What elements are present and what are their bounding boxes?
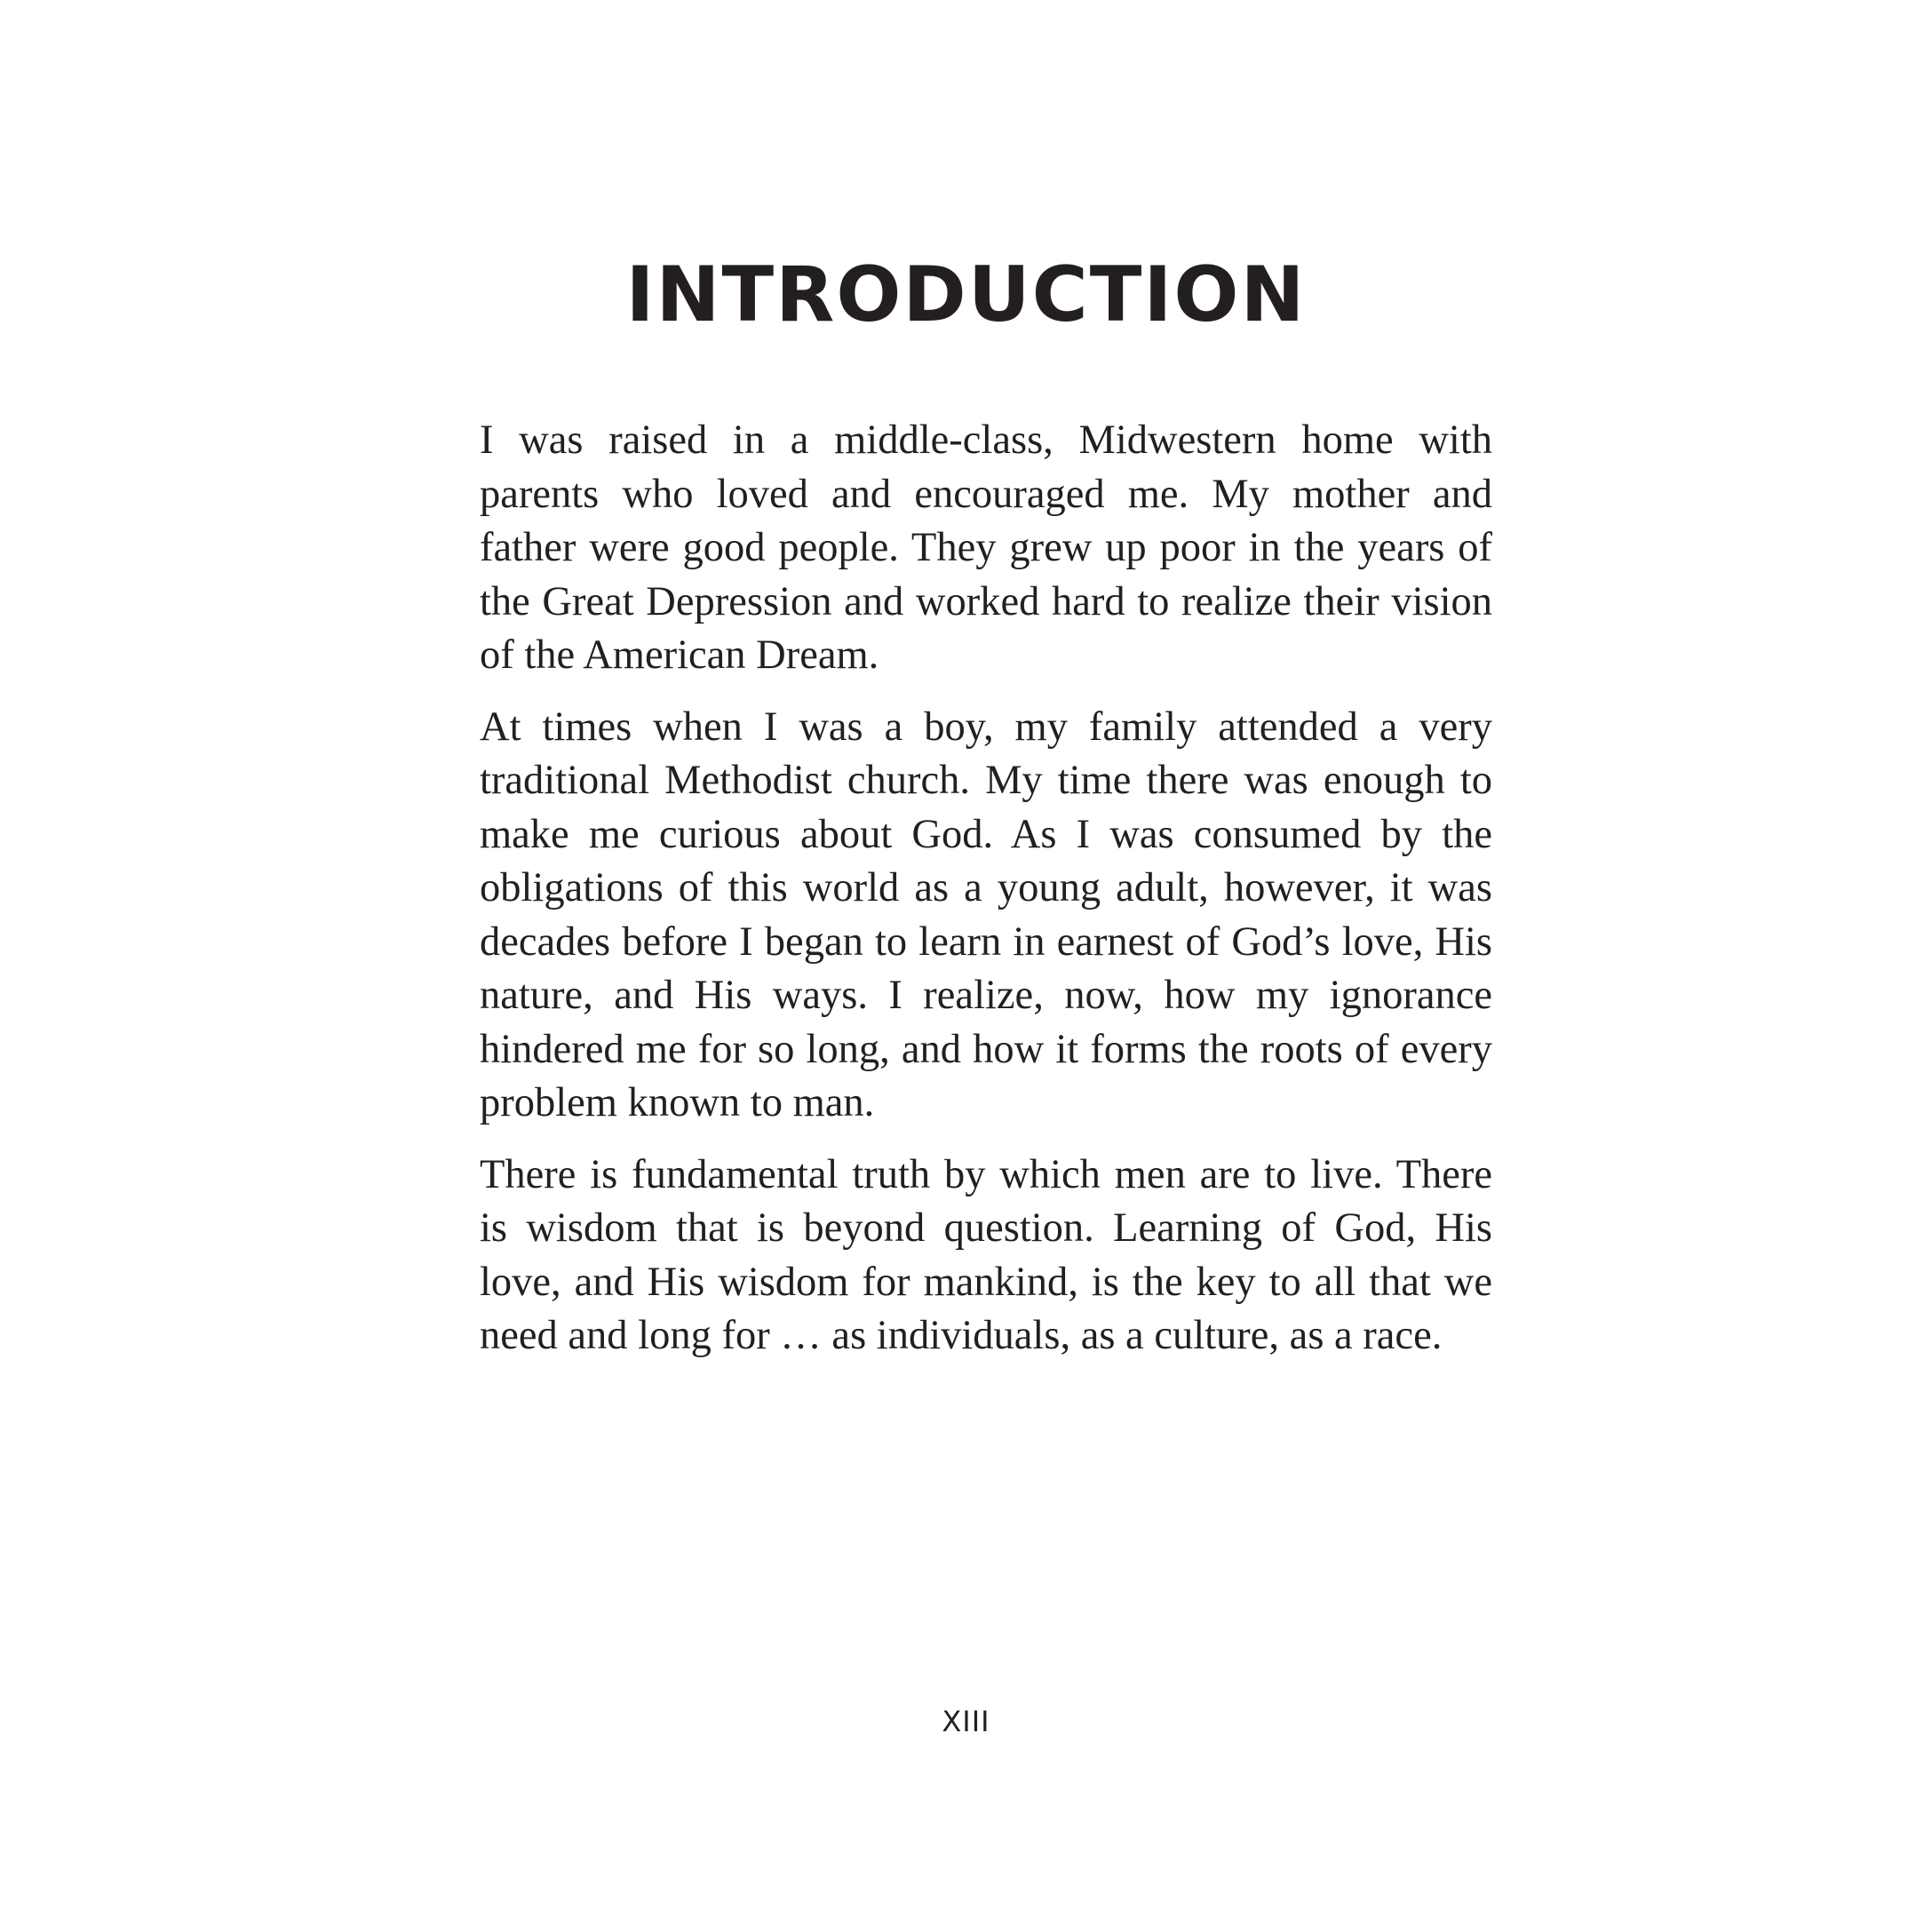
body-text: [480, 414, 1492, 1381]
paragraph-3: There is fundamental truth by which men are to live. There is wisdom that is beyond question. Learning of God, His love, and His wisdom for mankind, is the key to all that we need and long for … as individuals, as a culture, as a race.: [480, 1151, 1492, 1358]
chapter-title: INTRODUCTION: [625, 250, 1307, 339]
page-number: XIII: [942, 1705, 990, 1738]
paragraph-1: I was raised in a middle-class, Midwestern home with parents who loved and encouraged me. My mother and father were good people. They grew up poor in the years of the Great Depression and worked hard to realize their vision of the American Dream.: [480, 417, 1492, 678]
paragraph-2: At times when I was a boy, my family attended a very traditional Methodist church. My time there was enough to make me curious about God. As I was consumed by the obligations of this world as a young adult, however, it was decades before I began to learn in earnest of God’s love, His nature, and His ways. I realize, now, how my ignorance hindered me for so long, and how it forms the roots of every problem known to man.: [480, 704, 1492, 1125]
